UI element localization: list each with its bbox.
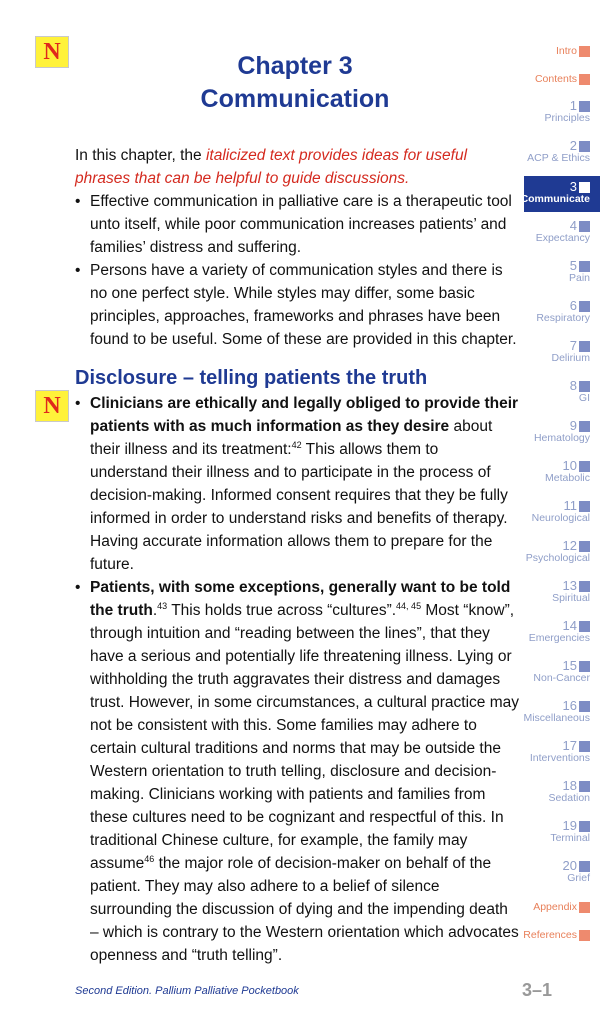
nav-chapter-3-active[interactable]: 3 Communicate: [524, 176, 600, 212]
tab-marker-icon: [579, 46, 590, 57]
citation: 43: [157, 600, 168, 611]
tab-marker-icon: [579, 661, 590, 672]
nav-chapter-8[interactable]: 8 GI: [569, 378, 590, 404]
nav-chapter-20[interactable]: 20 Grief: [562, 858, 590, 884]
nav-chapter-12[interactable]: 12 Psychological: [525, 538, 590, 564]
nav-chapter-16[interactable]: 16 Miscellaneous: [523, 698, 590, 724]
tab-marker-icon: [579, 781, 590, 792]
tab-marker-icon: [579, 301, 590, 312]
list-item: • Effective communication in palliative care is a therapeutic tool unto itself, while poor communication increases patients’ and families’ distress and suffering.: [75, 190, 520, 259]
tab-marker-icon: [579, 141, 590, 152]
nav-chapter-5[interactable]: 5 Pain: [568, 258, 590, 284]
tab-marker-icon: [579, 861, 590, 872]
nav-chapter-2[interactable]: 2 ACP & Ethics: [527, 138, 590, 164]
nav-chapter-11[interactable]: 11 Neurological: [531, 498, 590, 524]
nav-references[interactable]: References: [510, 929, 590, 941]
intro-bullets: [75, 190, 520, 351]
tab-marker-icon: [579, 101, 590, 112]
tab-marker-icon: [579, 741, 590, 752]
tab-marker-icon: [579, 902, 590, 913]
tab-marker-icon: [579, 221, 590, 232]
tab-marker-icon: [579, 461, 590, 472]
intro-paragraph: In this chapter, the italicized text provides ideas for useful phrases that can be helpful to guide discussions.: [75, 147, 468, 187]
tab-marker-icon: [579, 701, 590, 712]
tab-marker-icon: [579, 541, 590, 552]
n-badge-icon: N: [35, 36, 69, 68]
nav-chapter-10[interactable]: 10 Metabolic: [545, 458, 590, 484]
list-item: • Persons have a variety of communication styles and there is no one perfect style. While styles may differ, some basic principles, approaches, frameworks and phrases have been found to be useful. Some of these are provided in this chapter.: [75, 259, 520, 351]
n-badge-icon: N: [35, 390, 69, 422]
tab-marker-icon: [579, 74, 590, 85]
nav-chapter-9[interactable]: 9 Hematology: [533, 418, 590, 444]
nav-chapter-1[interactable]: 1 Principles: [544, 98, 590, 124]
tab-marker-icon: [579, 501, 590, 512]
tab-marker-icon: [579, 930, 590, 941]
nav-intro[interactable]: Intro: [510, 45, 590, 57]
nav-chapter-15[interactable]: 15 Non-Cancer: [533, 658, 590, 684]
tab-marker-icon: [579, 581, 590, 592]
intro-highlight: italicized text provides ideas for useful phrases that can be helpful to guide discussions.: [75, 147, 468, 187]
list-item: • Patients, with some exceptions, generally want to be told the truth.$^{43}$ This holds true across “cultures”.$^{44, 45}$ Most “know”, through intuition and “reading between the lines”, that they have a serious and potentially life threatening illness. Lying or withholding the truth aggravates their distress and damages trust. However, in some circumstances, a cultural practice may not be consistent with this. Some families may adhere to certain cultural traditions and norms that may be outside the Western orientation to truth telling, disclosure and decision-making. Clinicians working with patients and families from these cultures need to be cognizant and respectful of this. In traditional Chinese culture, for example, the family may assume$^{46}$ the major role of decision-maker on behalf of the patient. They may also adhere to a belief of silence surrounding the discussion of dying and the impending death – which is contrary to the Western orientation which advocates openness and “truth telling”.: [75, 576, 520, 967]
list-item: • Clinicians are ethically and legally obliged to provide their patients with as much information as they desire about their illness and its treatment:$^{42}$ This allows them to understand their illness and to participate in the process of decision-making. Informed consent requires that they be fully informed in order to understand risks and benefits of therapy. Having accurate information allows them to prepare for the future.: [75, 392, 520, 576]
nav-chapter-19[interactable]: 19 Terminal: [550, 818, 590, 844]
nav-chapter-6[interactable]: 6 Respiratory: [536, 298, 590, 324]
tab-marker-icon: [579, 821, 590, 832]
citation: 44, 45: [396, 600, 422, 611]
tab-marker-icon: [579, 261, 590, 272]
nav-chapter-4[interactable]: 4 Expectancy: [535, 218, 590, 244]
chapter-number: Chapter 3: [237, 52, 353, 80]
citation: 42: [291, 439, 302, 450]
nav-chapter-17[interactable]: 17 Interventions: [529, 738, 590, 764]
tab-marker-icon: [579, 182, 590, 193]
nav-chapter-14[interactable]: 14 Emergencies: [528, 618, 590, 644]
nav-contents[interactable]: Contents: [510, 73, 590, 85]
chapter-name: Communication: [200, 85, 390, 113]
tab-marker-icon: [579, 341, 590, 352]
section-heading: Disclosure – telling patients the truth: [75, 367, 428, 389]
tab-marker-icon: [579, 621, 590, 632]
tab-marker-icon: [579, 381, 590, 392]
nav-chapter-7[interactable]: 7 Delirium: [551, 338, 590, 364]
footer-text: Second Edition. Pallium Palliative Pocketbook: [75, 985, 299, 997]
tab-marker-icon: [579, 421, 590, 432]
citation: 46: [144, 853, 155, 864]
section-bullets: [75, 392, 520, 967]
nav-appendix[interactable]: Appendix: [510, 901, 590, 913]
page-number: 3–1: [521, 980, 552, 1000]
nav-chapter-13[interactable]: 13 Spiritual: [552, 578, 590, 604]
main-content: [75, 144, 520, 967]
chapter-title: [150, 50, 440, 116]
nav-chapter-18[interactable]: 18 Sedation: [548, 778, 590, 804]
